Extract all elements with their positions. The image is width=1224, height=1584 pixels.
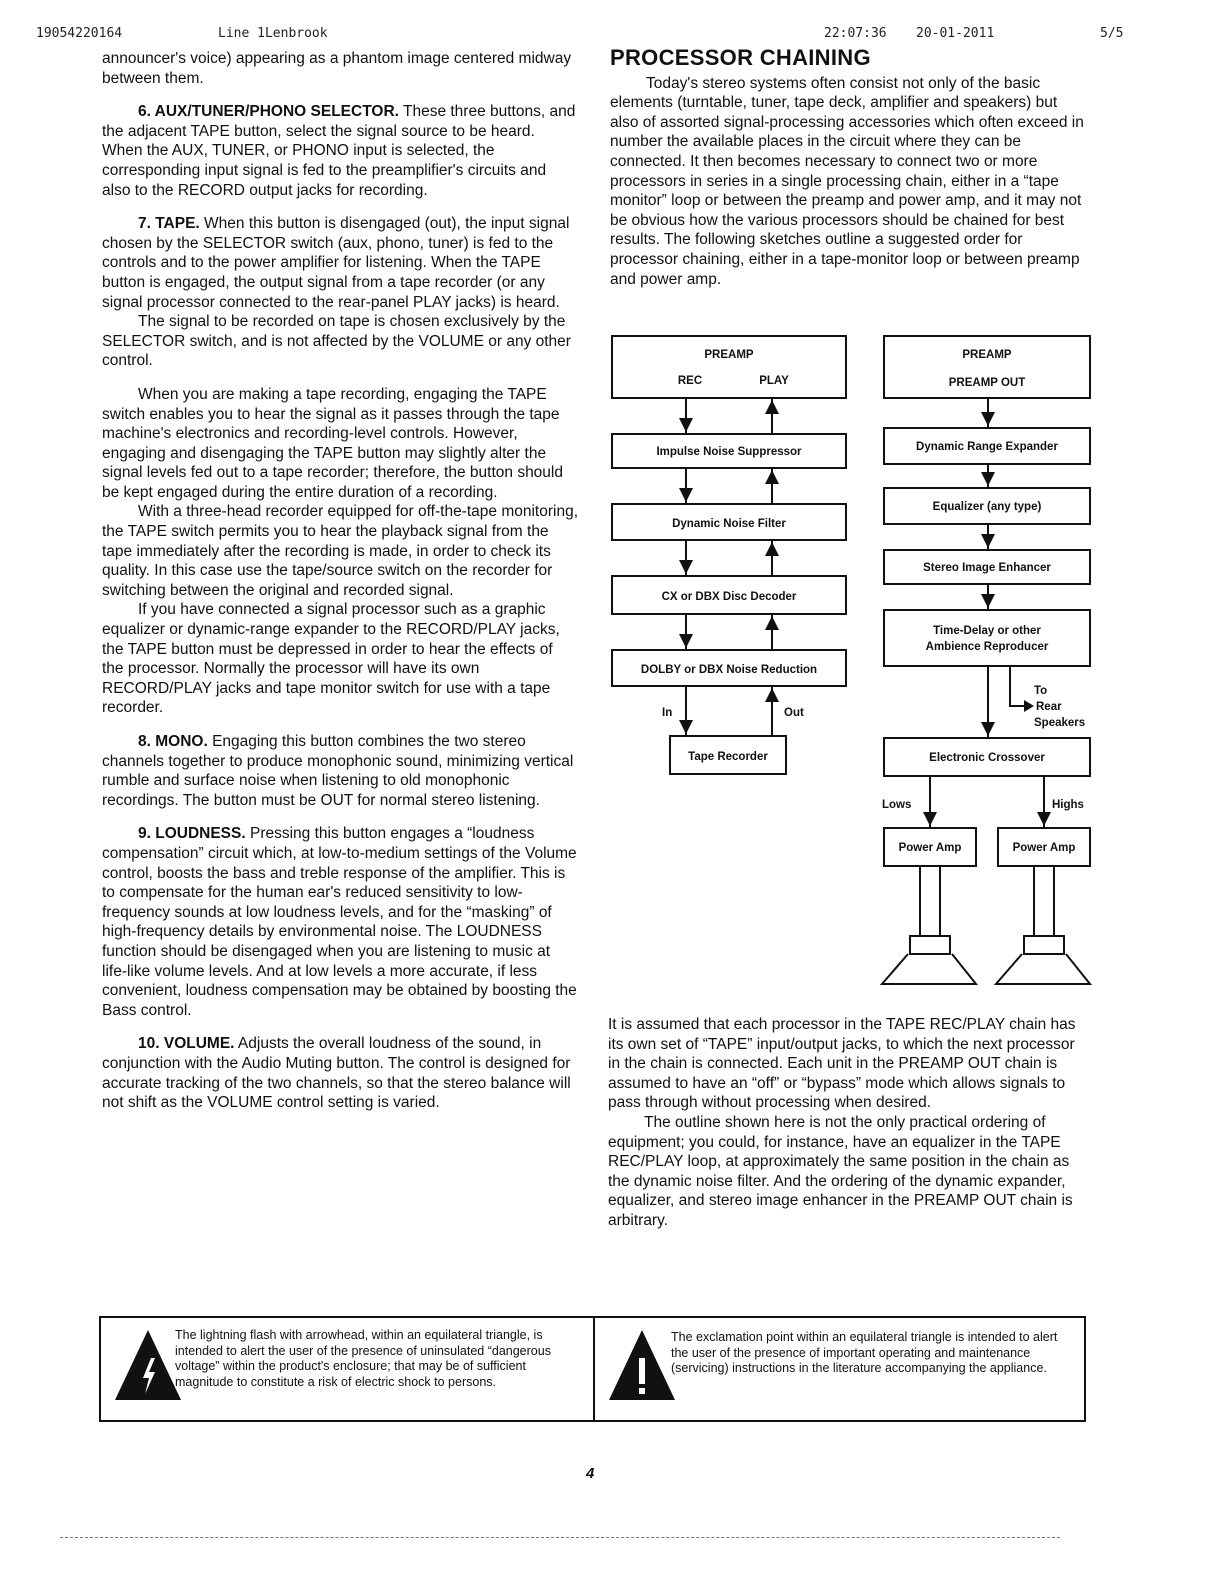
- page-number: 4: [586, 1465, 595, 1482]
- section-text: Pressing this button engages a “loudness compensation” circuit which, at low-to-medium settings of the Volume control, boosts the bass and treble response of the amplifier. This is to compensate for the human ear's reduced sensitivity to low-frequency sounds at low loudness levels, and for the “masking” of high-frequency details by environmental noise. The LOUDNESS function should be disengaged when you are listening to music at life-like volume levels. And at low levels a more accurate, if less convenient, loudness compensation may be obtained by boosting the Bass control.: [102, 825, 577, 1019]
- delay-box: [884, 610, 1090, 666]
- arrow-up-icon: [765, 542, 779, 556]
- section-text: Engaging this button combines the two stereo channels together to produce monophonic sound, minimizing vertical rumble and surface noise when listening to old monophonic recordings. The button must be OUT for normal stereo listening.: [102, 733, 574, 809]
- arrow-down-icon: [981, 412, 995, 426]
- arrow-up-icon: [765, 688, 779, 702]
- fax-time: 22:07:36: [824, 26, 887, 41]
- delay-label-1: Time-Delay or other: [933, 625, 1041, 637]
- fax-page: 5/5: [1100, 26, 1124, 41]
- page-title: PROCESSOR CHAINING: [610, 45, 871, 70]
- section-heading: 7. TAPE.: [138, 215, 200, 233]
- arrow-down-icon: [981, 534, 995, 548]
- processor-chain-diagram: [606, 332, 1106, 1000]
- fax-number: 19054220164: [36, 26, 123, 41]
- arrow-down-icon: [981, 472, 995, 486]
- highs-label: Highs: [1052, 799, 1084, 811]
- section-heading: 10. VOLUME.: [138, 1035, 235, 1053]
- amp-left-label: Power Amp: [898, 842, 962, 854]
- impulse-label: Impulse Noise Suppressor: [656, 446, 802, 458]
- rear-label-3: Speakers: [1034, 717, 1086, 729]
- section-10: [102, 1034, 578, 1112]
- preamp-out-label: PREAMP OUT: [948, 377, 1026, 389]
- right-column-bottom: [608, 1015, 1086, 1231]
- tape-label: Tape Recorder: [688, 751, 768, 763]
- left-column: [102, 49, 578, 1113]
- right-preamp-label: PREAMP: [962, 349, 1012, 361]
- paragraph: When you are making a tape recording, engaging the TAPE switch enables you to hear the signal as it passes through the tape machine's electronics and recording-level controls. However, engaging and disengaging the TAPE button may slightly alter the signal levels fed out to a tape recorder; therefore, the button should be kept engaged during the entire duration of a recording.: [102, 385, 563, 501]
- intro-paragraph: Today's stereo systems often consist not only of the basic elements (turntable, tuner, tape deck, amplifier and speakers) but also of assorted signal-processing accessories which often exceed in number the available places in the circuit where they can be connected. It then becomes necessary to connect two or more processors in series in a single processing chain, either in a “tape monitor” loop or between the preamp and power amp, and it may not be obvious how the various processors should be chained for best results. The following sketches outline a suggested order for processor chaining, either in a tape-monitor loop or between preamp and power amp.: [610, 74, 1084, 288]
- out-label: Out: [784, 707, 804, 719]
- arrow-down-icon: [923, 812, 937, 826]
- exclamation-warning-icon: [607, 1328, 677, 1402]
- expander-label: Dynamic Range Expander: [916, 441, 1058, 453]
- section-heading: 6. AUX/TUNER/PHONO SELECTOR.: [138, 103, 399, 121]
- dnf-label: Dynamic Noise Filter: [672, 518, 786, 530]
- arrow-up-icon: [765, 400, 779, 414]
- section-heading: 8. MONO.: [138, 733, 208, 750]
- arrow-right-icon: [1024, 700, 1034, 712]
- enhancer-label: Stereo Image Enhancer: [923, 562, 1051, 574]
- lows-label: Lows: [882, 799, 912, 811]
- rear-label-1: To: [1034, 685, 1048, 697]
- right-column-top: [610, 45, 1086, 289]
- arrow-down-icon: [981, 722, 995, 736]
- paragraph: The outline shown here is not the only practical ordering of equipment; you could, for instance, have an equalizer in the TAPE REC/PLAY loop, at approximately the same position in the chain as the dynamic noise filter. And the ordering of the dynamic expander, equalizer, and stereo image enhancer in the PREAMP OUT chain is arbitrary.: [608, 1113, 1073, 1229]
- warning-box-exclamation: [593, 1316, 1086, 1422]
- lightning-warning-text: The lightning flash with arrowhead, within an equilateral triangle, is intended to alert the user of the presence of uninsulated “dangerous voltage” within the product's enclosure; that may be of sufficient magnitude to constitute a risk of electric shock to persons.: [175, 1328, 551, 1389]
- arrow-down-icon: [679, 560, 693, 574]
- arrow-down-icon: [981, 594, 995, 608]
- decoder-label: CX or DBX Disc Decoder: [661, 591, 797, 603]
- arrow-down-icon: [679, 634, 693, 648]
- arrow-down-icon: [1037, 812, 1051, 826]
- paragraph: If you have connected a signal processor such as a graphic equalizer or dynamic-range expander to the RECORD/PLAY jacks, the TAPE button must be depressed in order to hear the effects of the processor. Normally the processor will have its own RECORD/PLAY jacks and tape monitor switch for use with a tape recorder.: [102, 601, 560, 717]
- amp-right-label: Power Amp: [1012, 842, 1076, 854]
- fax-date: 20-01-2011: [916, 26, 995, 41]
- crossover-label: Electronic Crossover: [929, 752, 1045, 764]
- left-preamp-box: [612, 336, 846, 398]
- rear-label-2: Rear: [1036, 701, 1062, 713]
- intro-continuation: announcer's voice) appearing as a phantom image centered midway between them.: [102, 50, 572, 87]
- left-preamp-label: PREAMP: [704, 349, 754, 361]
- fax-line: Line 1Lenbrook: [218, 26, 328, 41]
- lightning-warning-icon: [113, 1328, 183, 1402]
- warning-box-lightning: [99, 1316, 595, 1422]
- section-text: These three buttons, and the adjacent TAPE button, select the signal source to be heard. When the AUX, TUNER, or PHONO input is selected, the corresponding input signal is fed to the preamplifier's circuits and also to the RECORD output jacks for recording.: [102, 103, 576, 199]
- arrow-up-icon: [765, 616, 779, 630]
- arrow-up-icon: [765, 470, 779, 484]
- arrow-down-icon: [679, 418, 693, 432]
- paragraph: With a three-head recorder equipped for off-the-tape monitoring, the TAPE switch permits you to hear the playback signal from the tape immediately after the recording is made, in order to check its quality. In this case use the tape/source switch on the recorder for switching between the original and recorded signal.: [102, 503, 578, 599]
- exclamation-warning-text: The exclamation point within an equilateral triangle is intended to alert the user of the presence of important operating and maintenance (servicing) instructions in the literature accompanying the appliance.: [671, 1330, 1058, 1375]
- equalizer-label: Equalizer (any type): [932, 501, 1042, 513]
- section-9: [102, 824, 578, 1020]
- section-text: When this button is disengaged (out), the input signal chosen by the SELECTOR switch (aux, phono, tuner) is fed to the controls and to the power amplifier for listening. When the TAPE button is engaged, the output signal from a tape recorder (or any signal processor connected to the rear-panel PLAY jacks) is heard.: [102, 215, 570, 311]
- play-label: PLAY: [759, 375, 789, 387]
- section-heading: 9. LOUDNESS.: [138, 825, 246, 843]
- section-8: [102, 732, 578, 810]
- dolby-label: DOLBY or DBX Noise Reduction: [640, 664, 818, 676]
- rec-label: REC: [677, 375, 703, 387]
- section-6: [102, 102, 578, 200]
- paragraph: It is assumed that each processor in the TAPE REC/PLAY chain has its own set of “TAPE” input/output jacks, to which the next processor in the chain is connected. Each unit in the PREAMP OUT chain is assumed to have an “off” or “bypass” mode which allows signals to pass through without processing when desired.: [608, 1016, 1076, 1112]
- section-text: Adjusts the overall loudness of the sound, in conjunction with the Audio Muting button. The control is designed for accurate tracking of the two channels, so that the stereo balance will not shift as the VOLUME control setting is varied.: [102, 1035, 571, 1112]
- arrow-down-icon: [679, 720, 693, 734]
- arrow-down-icon: [679, 488, 693, 502]
- in-label: In: [662, 707, 673, 719]
- paragraph: The signal to be recorded on tape is chosen exclusively by the SELECTOR switch, and is not affected by the VOLUME or any other control.: [102, 313, 571, 370]
- section-7: [102, 214, 578, 312]
- footer-rule: [60, 1537, 1060, 1538]
- delay-label-2: Ambience Reproducer: [925, 641, 1049, 653]
